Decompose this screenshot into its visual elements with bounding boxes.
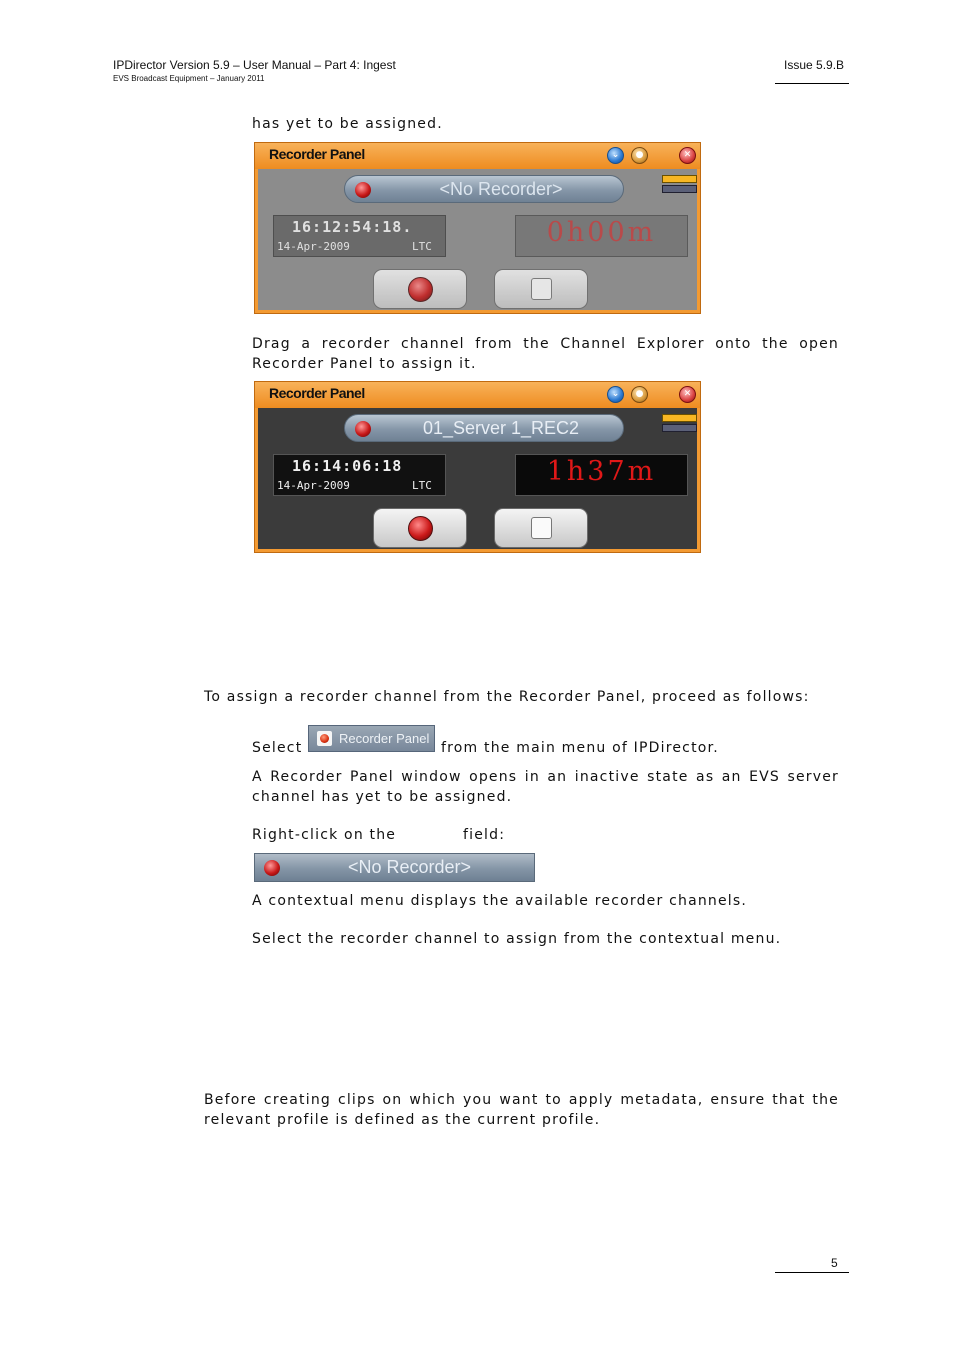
select-suffix-text: from the main menu of IPDirector.: [441, 740, 719, 756]
panel-body: [258, 169, 697, 310]
timecode-date: 14-Apr-2009: [277, 240, 350, 253]
window-opens-text: A Recorder Panel window opens in an inactive state as an EVS server channel has yet to be assigned.: [252, 769, 839, 805]
timecode-display: [273, 454, 446, 496]
timecode-source: LTC: [412, 240, 432, 253]
recorder-field[interactable]: [344, 175, 624, 203]
recorder-panel-icon: [317, 731, 332, 746]
record-status-icon: [264, 860, 280, 876]
duration-value: 0h00m: [546, 217, 657, 248]
recorder-name: <No Recorder>: [439, 179, 563, 199]
record-status-icon: [355, 182, 371, 198]
header-title: IPDirector Version 5.9 – User Manual – Part 4: Ingest: [113, 58, 396, 72]
footer-rule: [775, 1272, 849, 1273]
level-bars: [662, 414, 697, 432]
record-button[interactable]: [373, 508, 467, 548]
lock-icon[interactable]: ●: [631, 147, 648, 164]
intro-tail-text: has yet to be assigned.: [252, 116, 443, 132]
expand-icon[interactable]: ⌄: [607, 147, 624, 164]
context-menu-text: A contextual menu displays the available recorder channels.: [252, 893, 748, 909]
stop-button[interactable]: [494, 508, 588, 548]
assign-intro-text: To assign a recorder channel from the Recorder Panel, proceed as follows:: [204, 689, 810, 705]
close-icon[interactable]: ✕: [679, 386, 696, 403]
stop-button[interactable]: [494, 269, 588, 309]
no-recorder-field[interactable]: [254, 853, 535, 882]
expand-icon[interactable]: ⌄: [607, 386, 624, 403]
timecode-date: 14-Apr-2009: [277, 479, 350, 492]
stop-icon: [531, 517, 552, 539]
header-rule: [775, 83, 849, 84]
level-bar-top: [662, 414, 697, 422]
panel-titlebar: [255, 382, 700, 408]
lock-icon[interactable]: ●: [631, 386, 648, 403]
duration-display: [515, 454, 688, 496]
level-bar-bottom: [662, 185, 697, 193]
select-channel-text: Select the recorder channel to assign from the contextual menu.: [252, 931, 782, 947]
stop-icon: [531, 278, 552, 300]
timecode-display: [273, 215, 446, 257]
page-number: 5: [831, 1256, 838, 1270]
record-icon: [408, 516, 433, 541]
menu-button-label: Recorder Panel: [339, 731, 430, 746]
timecode-time: 16:12:54:18.: [292, 218, 413, 236]
record-button[interactable]: [373, 269, 467, 309]
recorder-name: 01_Server 1_REC2: [422, 418, 580, 438]
level-bars: [662, 175, 697, 193]
recorder-panel-inactive: [254, 142, 701, 314]
header-issue: Issue 5.9.B: [784, 58, 845, 72]
header-subtitle: EVS Broadcast Equipment – January 2011: [113, 74, 265, 83]
panel-title: Recorder Panel: [269, 146, 365, 162]
level-bar-top: [662, 175, 697, 183]
right-click-prefix-text: Right-click on the: [252, 827, 397, 843]
right-click-suffix-text: field:: [463, 827, 506, 843]
duration-display: [515, 215, 688, 257]
close-icon[interactable]: ✕: [679, 147, 696, 164]
select-prefix-text: Select: [252, 740, 303, 756]
level-bar-bottom: [662, 424, 697, 432]
no-recorder-label: <No Recorder>: [347, 857, 472, 877]
panel-body: [258, 408, 697, 549]
recorder-panel-active: [254, 381, 701, 553]
record-icon: [408, 277, 433, 302]
recorder-panel-menu-button[interactable]: [308, 725, 435, 752]
drag-instruction-text: Drag a recorder channel from the Channel Explorer onto the open Recorder Panel to assign it.: [252, 336, 839, 372]
recorder-field[interactable]: [344, 414, 624, 442]
panel-title: Recorder Panel: [269, 385, 365, 401]
timecode-source: LTC: [412, 479, 432, 492]
panel-titlebar: [255, 143, 700, 169]
metadata-note-text: Before creating clips on which you want to apply metadata, ensure that the relevant profile is defined as the current profile.: [204, 1092, 839, 1128]
timecode-time: 16:14:06:18: [292, 457, 403, 475]
duration-value: 1h37m: [546, 456, 657, 487]
record-status-icon: [355, 421, 371, 437]
